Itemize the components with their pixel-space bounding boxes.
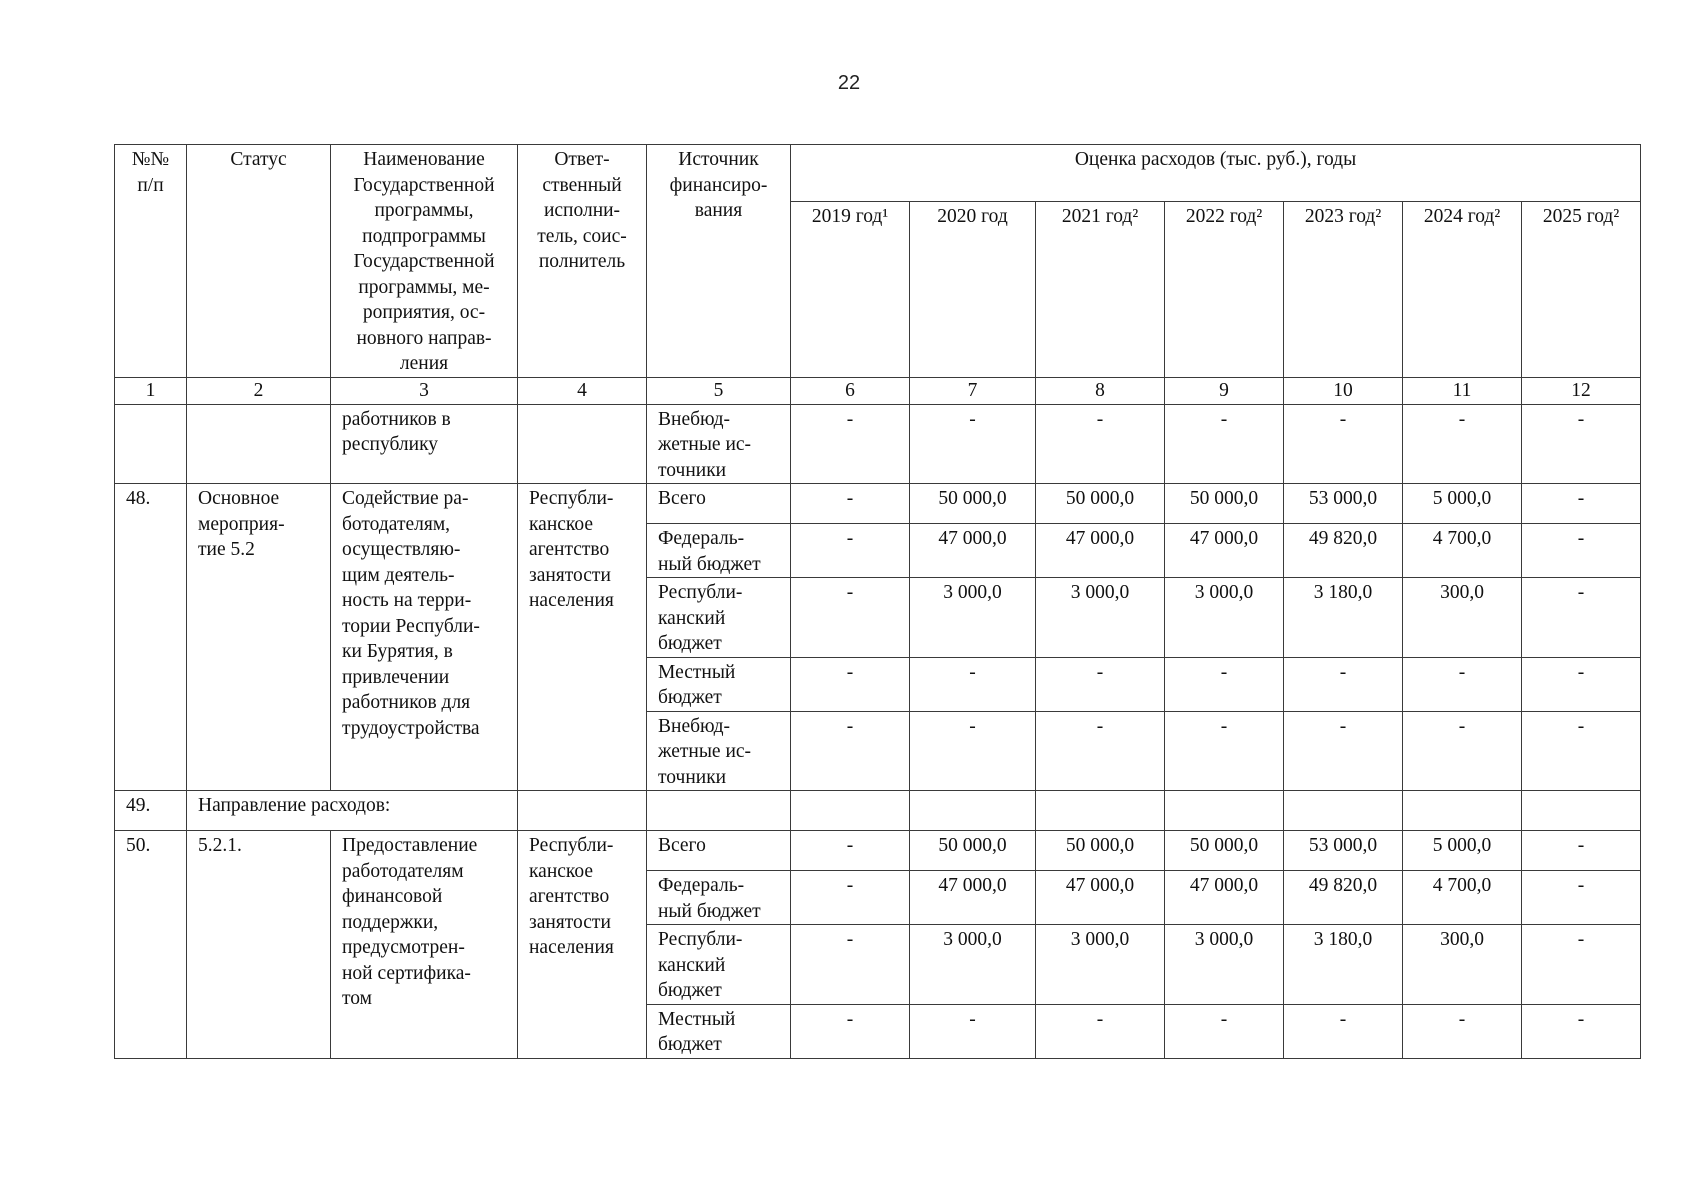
source-cell [647, 404, 791, 484]
status-cell [187, 484, 331, 791]
column-number-2: 2 [187, 377, 331, 404]
value-cell [1165, 791, 1284, 831]
column-number-7: 7 [910, 377, 1036, 404]
source-cell [647, 925, 791, 1005]
value-cell: - [1522, 1004, 1641, 1058]
text-line: населения [529, 937, 614, 958]
value-cell: 47 000,0 [1165, 524, 1284, 578]
source-cell [647, 831, 791, 871]
value-cell: - [791, 871, 910, 925]
text-line: ный бюджет [658, 553, 761, 575]
text-line: занятости [529, 911, 611, 933]
text-line: осуществляю- [342, 539, 461, 560]
text-line: Государственной [353, 251, 495, 272]
text-line: ный бюджет [658, 900, 761, 922]
value-cell: 50 000,0 [910, 484, 1036, 524]
header-year-7: 2025 год² [1522, 201, 1641, 377]
column-number-9: 9 [1165, 377, 1284, 404]
row-number-cell: 49. [115, 791, 187, 831]
text-line: Предоставление [342, 835, 478, 856]
text-line: Всего [658, 488, 706, 509]
header-year-4: 2022 год² [1165, 201, 1284, 377]
column-number-5: 5 [647, 377, 791, 404]
column-number-10: 10 [1284, 377, 1403, 404]
value-cell: - [1522, 524, 1641, 578]
value-cell: 3 000,0 [1165, 925, 1284, 1005]
text-line: Местный [658, 1008, 736, 1030]
source-cell [647, 484, 791, 524]
value-cell: - [1165, 404, 1284, 484]
header-source [647, 145, 791, 378]
header-year-1: 2019 год¹ [791, 201, 910, 377]
value-cell: - [1284, 404, 1403, 484]
row-number-cell: 50. [115, 831, 187, 1059]
text-line: бюджет [658, 687, 722, 708]
value-cell: 50 000,0 [1036, 484, 1165, 524]
responsible-cell [518, 791, 647, 831]
value-cell: 50 000,0 [1036, 831, 1165, 871]
value-cell: - [1284, 657, 1403, 711]
value-cell: 3 000,0 [910, 925, 1036, 1005]
source-cell [647, 524, 791, 578]
text-line: Внебюд- [658, 408, 731, 430]
value-cell: 5 000,0 [1403, 831, 1522, 871]
text-line: полнитель [538, 251, 626, 272]
table-row [115, 404, 1641, 484]
value-cell: - [1522, 578, 1641, 658]
text-line: канский [658, 607, 726, 629]
text-line: подпрограммы [362, 225, 486, 247]
header-status: Статус [187, 145, 331, 378]
text-line: жетные ис- [658, 434, 752, 455]
text-line: программы, ме- [358, 276, 490, 298]
header-col-num [115, 145, 187, 378]
header-year-2: 2020 год [910, 201, 1036, 377]
text-line: жетные ис- [658, 741, 752, 762]
value-cell: - [1522, 871, 1641, 925]
row-number-cell [115, 404, 187, 484]
value-cell: 50 000,0 [1165, 831, 1284, 871]
text-line: Наименование [363, 149, 485, 170]
text-line: тории Республи- [342, 615, 480, 637]
text-line: Всего [658, 835, 706, 856]
text-line: Республи- [529, 488, 614, 509]
value-cell: 50 000,0 [910, 831, 1036, 871]
text-line: канское [529, 513, 594, 535]
value-cell: - [1522, 657, 1641, 711]
value-cell [791, 791, 910, 831]
value-cell: 49 820,0 [1284, 524, 1403, 578]
value-cell: - [791, 404, 910, 484]
text-line: агентство [529, 539, 610, 560]
value-cell: 47 000,0 [1036, 871, 1165, 925]
header-year-5: 2023 год² [1284, 201, 1403, 377]
text-line: щим деятель- [342, 564, 455, 586]
value-cell: 3 000,0 [1165, 578, 1284, 658]
value-cell: - [1165, 657, 1284, 711]
name-cell [331, 831, 518, 1059]
text-line: Государственной [353, 174, 495, 196]
table-row [115, 831, 1641, 871]
value-cell: - [791, 1004, 910, 1058]
header-name [331, 145, 518, 378]
value-cell: - [910, 657, 1036, 711]
text-line: новного направ- [356, 327, 492, 349]
value-cell: - [791, 831, 910, 871]
header-expenses-title: Оценка расходов (тыс. руб.), годы [791, 145, 1641, 202]
value-cell: - [1522, 925, 1641, 1005]
value-cell [1284, 791, 1403, 831]
value-cell: 47 000,0 [910, 871, 1036, 925]
value-cell: - [1036, 1004, 1165, 1058]
text-line: точники [658, 766, 727, 788]
value-cell: - [1284, 1004, 1403, 1058]
text-line: Ответ- [554, 149, 610, 170]
text-line: тие 5.2 [198, 539, 255, 560]
responsible-cell [518, 831, 647, 1059]
value-cell: - [1522, 404, 1641, 484]
source-cell [647, 657, 791, 711]
value-cell: - [910, 404, 1036, 484]
value-cell: 50 000,0 [1165, 484, 1284, 524]
text-line: привлечении [342, 666, 450, 688]
status-cell [187, 404, 331, 484]
text-line: роприятия, ос- [362, 302, 486, 323]
budget-table [114, 144, 1641, 1059]
column-numbers-row [115, 377, 1641, 404]
row-number-cell: 48. [115, 484, 187, 791]
text-line: предусмотрен- [342, 937, 465, 958]
text-line: финансиро- [669, 174, 768, 196]
value-cell: 3 180,0 [1284, 578, 1403, 658]
value-cell: 3 000,0 [910, 578, 1036, 658]
value-cell: 47 000,0 [910, 524, 1036, 578]
text-line: канское [529, 860, 594, 882]
value-cell: - [1403, 404, 1522, 484]
value-cell: 47 000,0 [1036, 524, 1165, 578]
text-line: Внебюд- [658, 715, 731, 737]
page-number: 22 [837, 72, 861, 94]
text-line: ственный [542, 174, 622, 196]
text-line: поддержки, [342, 911, 439, 933]
text-line: населения [529, 590, 614, 611]
text-line: Республи- [529, 835, 614, 856]
value-cell: - [1036, 657, 1165, 711]
header-year-6: 2024 год² [1403, 201, 1522, 377]
value-cell: 4 700,0 [1403, 524, 1522, 578]
value-cell [1522, 791, 1641, 831]
value-cell: - [1036, 404, 1165, 484]
text-line: ность на терри- [342, 590, 472, 611]
text-line: бюджет [658, 1034, 722, 1055]
text-line: программы, [374, 200, 474, 221]
text-line: бюджет [658, 980, 722, 1001]
text-line: канский [658, 954, 726, 976]
text-line: тель, соис- [537, 225, 627, 247]
value-cell [1036, 791, 1165, 831]
source-cell [647, 1004, 791, 1058]
value-cell: - [1403, 657, 1522, 711]
value-cell: - [1284, 711, 1403, 791]
text-line: ботодателям, [342, 513, 451, 535]
value-cell: 53 000,0 [1284, 831, 1403, 871]
source-cell [647, 578, 791, 658]
column-number-8: 8 [1036, 377, 1165, 404]
value-cell: - [1403, 711, 1522, 791]
value-cell: 3 000,0 [1036, 925, 1165, 1005]
value-cell: - [1522, 711, 1641, 791]
table-row [115, 791, 1641, 831]
source-cell [647, 711, 791, 791]
text-line: вания [694, 200, 743, 221]
text-line: №№ [131, 149, 170, 170]
text-line: Основное [198, 488, 280, 509]
value-cell: - [791, 484, 910, 524]
text-line: ной сертифика- [342, 962, 471, 984]
value-cell: - [1403, 1004, 1522, 1058]
value-cell: - [910, 711, 1036, 791]
responsible-cell [518, 484, 647, 791]
value-cell: 5 000,0 [1403, 484, 1522, 524]
column-number-11: 11 [1403, 377, 1522, 404]
text-line: Источник [678, 149, 759, 170]
responsible-cell [518, 404, 647, 484]
table-row [115, 484, 1641, 524]
value-cell: 300,0 [1403, 578, 1522, 658]
value-cell: 4 700,0 [1403, 871, 1522, 925]
value-cell: 47 000,0 [1165, 871, 1284, 925]
text-line: п/п [137, 174, 164, 196]
text-line: работников в [342, 408, 451, 430]
text-line: республику [342, 434, 439, 455]
value-cell [910, 791, 1036, 831]
text-line: занятости [529, 564, 611, 586]
text-line: Федераль- [658, 875, 745, 896]
direction-label-cell: Направление расходов: [187, 791, 518, 831]
value-cell: 49 820,0 [1284, 871, 1403, 925]
column-number-6: 6 [791, 377, 910, 404]
value-cell: - [1165, 711, 1284, 791]
value-cell: - [1036, 711, 1165, 791]
column-number-4: 4 [518, 377, 647, 404]
text-line: точники [658, 459, 727, 481]
text-line: трудоустройства [342, 717, 480, 739]
value-cell: - [1165, 1004, 1284, 1058]
value-cell: - [1522, 484, 1641, 524]
text-line: Республи- [658, 929, 743, 950]
value-cell: - [910, 1004, 1036, 1058]
text-line: Местный [658, 661, 736, 683]
value-cell: 3 180,0 [1284, 925, 1403, 1005]
column-number-3: 3 [331, 377, 518, 404]
text-line: Федераль- [658, 528, 745, 549]
text-line: том [342, 988, 372, 1009]
header-row-1 [115, 145, 1641, 202]
column-number-1: 1 [115, 377, 187, 404]
text-line: финансовой [342, 886, 443, 907]
text-line: бюджет [658, 633, 722, 654]
column-number-12: 12 [1522, 377, 1641, 404]
header-responsible [518, 145, 647, 378]
value-cell: 53 000,0 [1284, 484, 1403, 524]
text-line: ления [399, 353, 449, 374]
text-line: Республи- [658, 582, 743, 603]
status-cell: 5.2.1. [187, 831, 331, 1059]
value-cell: - [791, 711, 910, 791]
value-cell [1403, 791, 1522, 831]
source-cell [647, 791, 791, 831]
value-cell: - [791, 578, 910, 658]
value-cell: - [791, 657, 910, 711]
name-cell [331, 484, 518, 791]
value-cell: - [791, 524, 910, 578]
text-line: ки Бурятия, в [342, 641, 453, 662]
value-cell: 3 000,0 [1036, 578, 1165, 658]
value-cell: - [1522, 831, 1641, 871]
header-year-3: 2021 год² [1036, 201, 1165, 377]
value-cell: - [791, 925, 910, 1005]
text-line: работников для [342, 692, 471, 713]
text-line: исполни- [543, 200, 621, 221]
text-line: мероприя- [198, 513, 285, 535]
text-line: Содействие ра- [342, 488, 469, 509]
text-line: агентство [529, 886, 610, 907]
value-cell: 300,0 [1403, 925, 1522, 1005]
name-cell [331, 404, 518, 484]
text-line: работодателям [342, 860, 464, 882]
source-cell [647, 871, 791, 925]
